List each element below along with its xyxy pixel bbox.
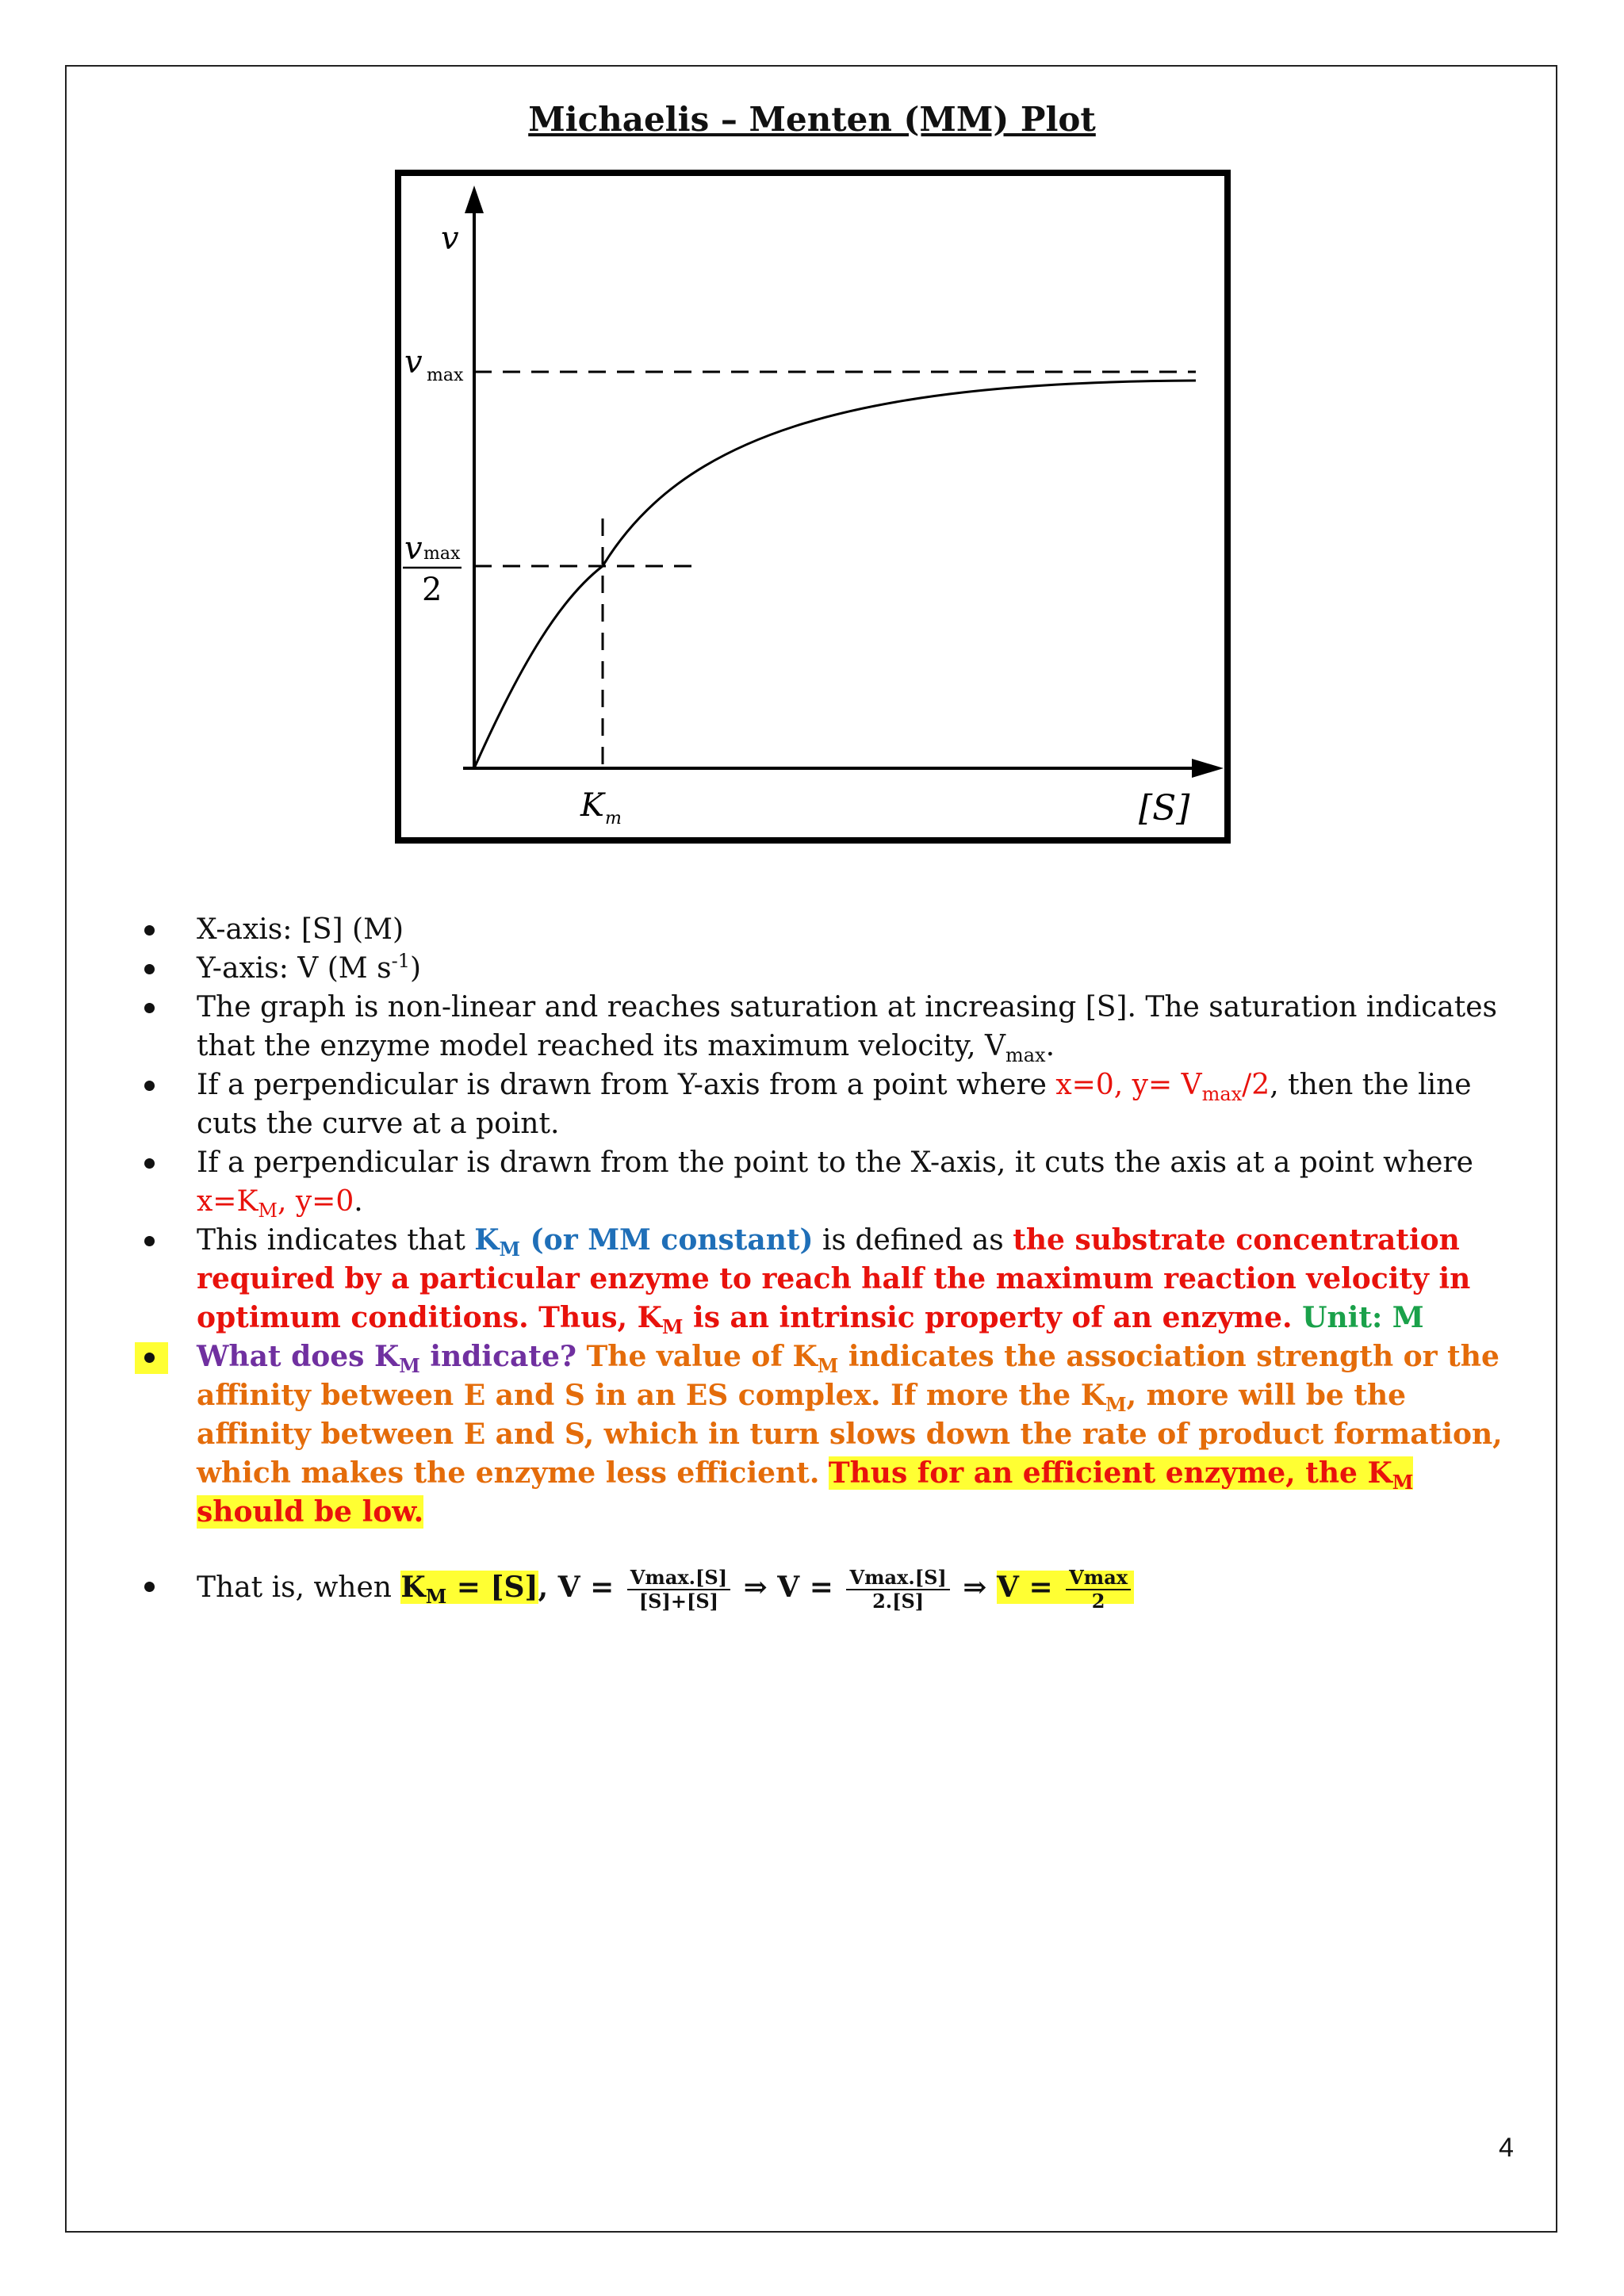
answer-text: , more will be the affinity between E and S, which in turn slows down the rate of product formation, which makes the enzyme less efficient. (197, 1379, 1503, 1490)
bullet-text: If a perpendicular is drawn from the point to the X-axis, it cuts the axis at a point where (197, 1146, 1473, 1179)
bullet-text: , then the line cuts the curve at a point. (197, 1069, 1472, 1140)
bullet-dot (144, 1158, 155, 1169)
definition-text: is an intrinsic property of an enzyme. (683, 1301, 1293, 1334)
subscript: M (399, 1354, 420, 1378)
equation-text: ⇒ V = (733, 1571, 844, 1604)
question-text: What does K (197, 1340, 400, 1373)
answer-text: indicates the association strength or the affinity between E and S in an ES complex. If more the K (197, 1340, 1500, 1412)
fraction-denominator: 2.[S] (872, 1590, 925, 1613)
equation-text: , V = (538, 1571, 624, 1604)
fraction-simplified (846, 1567, 949, 1613)
bullet-dot (144, 1236, 155, 1246)
subscript: M (499, 1238, 521, 1261)
vmax-label-sub: max (427, 365, 464, 385)
red-text: , y=0 (277, 1185, 354, 1218)
page-number: 4 (1499, 2133, 1514, 2163)
bullet-equation (140, 1567, 1527, 1613)
equation-text: K (400, 1571, 426, 1604)
definition-text: the substrate concentration required by a particular enzyme to reach half the maximum reaction velocity in optimum conditions. Thus, K (197, 1223, 1471, 1334)
km-term: K (474, 1223, 500, 1257)
highlighted-bullet-dot (135, 1342, 168, 1374)
conclusion-text: Thus for an efficient enzyme, the K (828, 1456, 1392, 1490)
bullet-text: . (1045, 1030, 1055, 1062)
bullet-perpendicular-y (140, 1066, 1527, 1143)
fraction-numerator: Vmax.[S] (846, 1567, 949, 1590)
fraction-numerator: Vmax (1066, 1567, 1131, 1590)
bullet-list (140, 910, 1527, 1613)
red-text: /2 (1242, 1069, 1270, 1101)
half-vmax-label-sub: max (423, 544, 461, 564)
bullet-km-meaning (140, 1337, 1527, 1532)
bullet-dot (144, 1081, 155, 1091)
fraction-denominator: 2 (1091, 1590, 1105, 1613)
red-text: x=0, y= V (1055, 1069, 1202, 1101)
bullet-saturation (140, 988, 1527, 1066)
figure-frame (398, 173, 1228, 840)
page-title: Michaelis – Menten (MM) Plot (528, 100, 1096, 139)
subscript: M (258, 1200, 278, 1223)
answer-text: The value of K (576, 1340, 818, 1373)
x-axis-label: [S] (1139, 788, 1190, 828)
subscript: max (1201, 1083, 1243, 1106)
km-label: K (580, 787, 604, 824)
bullet-text: is defined as (813, 1224, 1013, 1257)
fraction-denominator: [S]+[S] (638, 1590, 719, 1613)
km-label-sub: m (605, 809, 622, 828)
question-text: indicate? (419, 1340, 576, 1373)
bullet-text: This indicates that (197, 1224, 475, 1257)
bullet-dot (144, 1582, 155, 1592)
y-axis-label: v (441, 220, 459, 257)
mm-plot-figure (395, 170, 1231, 844)
bullet-dot (144, 1003, 155, 1013)
result-highlight (997, 1566, 1134, 1613)
bullet-dot (144, 925, 155, 936)
bullet-text: That is, when (197, 1571, 401, 1604)
fraction-mm-equation (627, 1567, 730, 1613)
km-equals-s-highlight (400, 1571, 538, 1609)
bullet-text: If a perpendicular is drawn from Y-axis from a point where (197, 1069, 1056, 1101)
bullet-text: Y-axis: V (M s (197, 952, 392, 985)
bullet-x-axis (140, 910, 1527, 949)
bullet-dot (144, 964, 155, 974)
bullet-text: ) (409, 952, 422, 985)
vmax-label: v (404, 344, 423, 381)
bullet-km-definition (140, 1221, 1527, 1337)
subscript: M (661, 1315, 684, 1339)
unit-text: Unit: M (1292, 1301, 1424, 1334)
equation-text: ⇒ (952, 1571, 997, 1604)
subscript: max (1005, 1044, 1046, 1067)
subscript: M (1392, 1471, 1414, 1494)
bullet-y-axis (140, 949, 1527, 988)
subscript: M (1105, 1393, 1127, 1417)
bullet-text: The graph is non-linear and reaches saturation at increasing [S]. The saturation indicates that the enzyme model reached its maximum velocity, V (197, 991, 1497, 1062)
equation-text: = [S] (446, 1571, 538, 1604)
fraction-result (1066, 1567, 1131, 1613)
equation-text: V = (997, 1571, 1063, 1604)
half-vmax-label-den: 2 (422, 572, 442, 608)
superscript: -1 (391, 950, 410, 972)
conclusion-text: should be low. (197, 1495, 424, 1529)
half-vmax-label-num: v (404, 530, 423, 567)
subscript: M (817, 1354, 839, 1378)
bullet-perpendicular-x (140, 1143, 1527, 1221)
red-text: x=K (197, 1185, 259, 1218)
subscript: M (425, 1585, 447, 1609)
bullet-text: . (354, 1185, 363, 1218)
fraction-numerator: Vmax.[S] (627, 1567, 730, 1590)
km-term: (or MM constant) (520, 1223, 814, 1257)
bullet-text: X-axis: [S] (M) (197, 913, 404, 946)
